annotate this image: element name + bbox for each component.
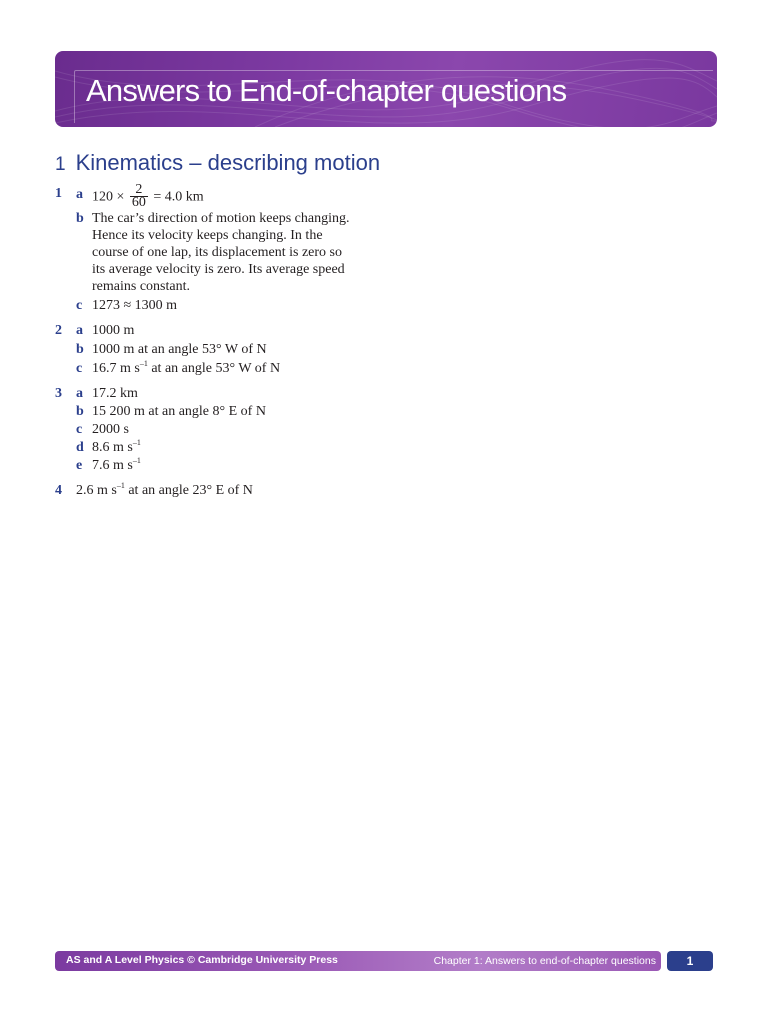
answer-part-a (55, 322, 375, 339)
chapter-number: 1 (55, 154, 66, 175)
page-title: Answers to End-of-chapter questions (86, 73, 567, 108)
footer-chapter-label: Chapter 1: Answers to end-of-chapter questions (433, 955, 656, 967)
answer-line: Hence its velocity keeps changing. In the (92, 228, 323, 243)
superscript: –1 (132, 438, 141, 447)
fraction-denominator: 60 (131, 195, 146, 210)
part-letter: c (76, 298, 83, 313)
question-4 (55, 482, 375, 499)
chapter-title: Kinematics – describing motion (75, 150, 381, 175)
page-header-banner (55, 51, 717, 127)
part-letter: b (76, 342, 84, 357)
answer-text: 8.6 m s (92, 440, 133, 455)
answer-text: 120 × (92, 189, 125, 205)
part-letter: a (76, 187, 83, 202)
answer-part-a (55, 182, 375, 210)
superscript: –1 (132, 456, 141, 465)
question-1 (55, 182, 375, 314)
answer-text: 7.6 m s (92, 458, 133, 473)
footer-bar (55, 951, 661, 971)
question-number: 1 (55, 186, 62, 201)
answer-text: 17.2 km (92, 386, 138, 401)
part-letter: e (76, 458, 83, 473)
chapter-heading (55, 150, 380, 176)
answer-part-c (55, 360, 375, 377)
answer-text: 1000 m at an angle 53° W of N (92, 342, 267, 357)
superscript: –1 (139, 359, 148, 368)
part-letter: a (76, 386, 83, 401)
answer-text: 16.7 m s (92, 361, 140, 376)
part-letter: b (76, 211, 84, 226)
answer-line: The car’s direction of motion keeps changing. (92, 211, 350, 226)
part-letter: c (76, 361, 83, 376)
fraction-numerator: 2 (130, 184, 148, 197)
answer-text: = 4.0 km (153, 189, 204, 205)
part-letter: a (76, 323, 83, 338)
answer-part-b (55, 403, 375, 420)
answer-text: 2.6 m s (76, 483, 117, 498)
superscript: –1 (116, 481, 125, 490)
answer-text: 1273 ≈ 1300 m (92, 298, 178, 313)
question-number: 2 (55, 323, 62, 338)
answers-list (55, 182, 375, 505)
question-number: 4 (55, 483, 62, 498)
answer-text: 15 200 m at an angle 8° E of N (92, 404, 266, 419)
answer-text: 1000 m (92, 323, 135, 338)
answer-part-e (55, 457, 375, 474)
footer-copyright: AS and A Level Physics © Cambridge University Press (66, 954, 338, 966)
answer-text: 2000 s (92, 422, 129, 437)
question-number: 3 (55, 386, 62, 401)
fraction (130, 184, 148, 209)
question-2 (55, 322, 375, 377)
answer-text: at an angle 23° E of N (124, 483, 253, 498)
question-3 (55, 385, 375, 474)
answer-part-c (55, 297, 375, 314)
answer-line: its average velocity is zero. Its average speed (92, 262, 345, 277)
answer-part-a (55, 385, 375, 402)
answer-text: at an angle 53° W of N (147, 361, 281, 376)
answer-single (55, 482, 375, 499)
answer-part-d (55, 439, 375, 456)
answer-part-b (55, 210, 375, 295)
answer-part-b (55, 341, 375, 358)
part-letter: c (76, 422, 83, 437)
page-number: 1 (667, 951, 713, 971)
answer-part-c (55, 421, 375, 438)
part-letter: b (76, 404, 84, 419)
answer-line: course of one lap, its displacement is zero so (92, 245, 342, 260)
answer-line: remains constant. (92, 279, 190, 294)
part-letter: d (76, 440, 84, 455)
